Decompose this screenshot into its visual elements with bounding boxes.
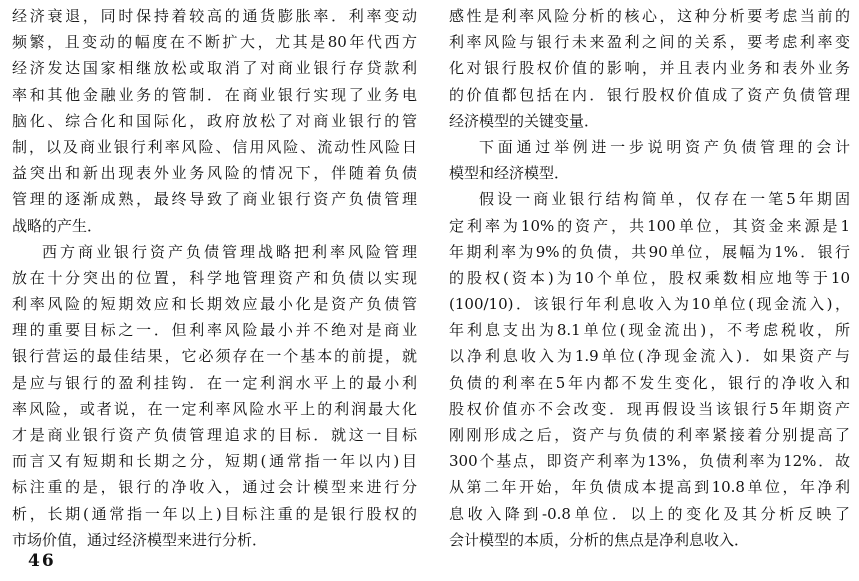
text-line: 制，以及商业银行利率风险、信用风险、流动性风险日 <box>12 137 417 156</box>
text-line: 市场价值，通过经济模型来进行分析． <box>12 530 268 549</box>
page-number: 46 <box>28 551 56 571</box>
text-line: 脑化、综合化和国际化，政府放松了对商业银行的管 <box>12 111 417 130</box>
text-line: 息收入降到-0.8单位．以上的变化及其分析反映了 <box>449 504 850 523</box>
text-line: 利率风险与银行未来盈利之间的关系，要考虑利率变 <box>449 33 850 52</box>
text-line: 会计模型的本质，分析的焦点是净利息收入． <box>449 530 750 549</box>
text-line: 300个基点，即资产利率为13%，负债利率为12%．故 <box>449 452 850 471</box>
text-line: 刚刚形成之后，资产与负债的利率紧接着分别提高了 <box>449 426 850 444</box>
text-line: 从第二年开始，年负债成本提高到10.8单位，年净利 <box>449 478 850 497</box>
text-line: 利率风险的短期效应和长期效应最小化是资产负债管 <box>12 295 417 314</box>
text-line: 化对银行股权价值的影响，并且表内业务和表外业务 <box>449 59 850 78</box>
text-line: 标注重的是，银行的净收入，通过会计模型来进行分 <box>12 478 417 497</box>
text-line: 负债的利率在5年内都不发生变化，银行的净收入和 <box>449 373 850 392</box>
text-line: 经济发达国家相继放松或取消了对商业银行存贷款利 <box>12 59 417 78</box>
text-line: 率和其他金融业务的管制．在商业银行实现了业务电 <box>12 85 417 104</box>
text-line: 经济衰退，同时保持着较高的通货膨胀率．利率变动 <box>12 7 417 25</box>
text-line: 是应与银行的盈利挂钩．在一定利润水平上的最小利 <box>12 373 417 392</box>
text-line: 年期利率为9%的负债，共90单位，展幅为1%．银行 <box>449 242 850 261</box>
text-line: 感性是利率风险分析的核心，这种分析要考虑当前的 <box>449 7 850 25</box>
text-line: 模型和经济模型． <box>449 164 570 183</box>
text-line: 析，长期(通常指一年以上)目标注重的是银行股权的 <box>12 504 417 523</box>
text-line: 理的重要目标之一．但利率风险最小并不绝对是商业 <box>12 321 417 340</box>
text-line: 定利率为10%的资产，共100单位，其资金来源是1 <box>449 216 850 235</box>
text-line: 频繁，且变动的幅度在不断扩大，尤其是80年代西方 <box>12 33 417 52</box>
text-line: 放在十分突出的位置，科学地管理资产和负债以实现 <box>12 268 417 287</box>
text-line: 的价值都包括在内．银行股权价值成了资产负债管理 <box>449 85 850 104</box>
left-text-column <box>12 3 417 553</box>
text-line: 战略的产生． <box>12 216 103 235</box>
text-line: 银行营运的最佳结果，它必须存在一个基本的前提，就 <box>12 347 417 366</box>
text-line: 股权价值亦不会改变．现再假设当该银行5年期资产 <box>449 399 850 418</box>
text-line: 而言又有短期和长期之分，短期(通常指一年以内)目 <box>12 452 417 471</box>
text-line: 以净利息收入为1.9单位(净现金流入)．如果资产与 <box>449 347 850 366</box>
text-line: 西方商业银行资产负债管理战略把利率风险管理 <box>42 242 417 261</box>
text-line: 率风险，或者说，在一定利率风险水平上的利润最大化 <box>12 399 417 418</box>
text-line: 经济模型的关键变量． <box>449 111 600 130</box>
text-line: 假设一商业银行结构简单，仅存在一笔5年期固 <box>479 190 850 209</box>
text-line: 才是商业银行资产负债管理追求的目标．就这一目标 <box>12 426 417 444</box>
text-line: 管理的逐渐成熟，最终导致了商业银行资产负债管理 <box>12 190 417 209</box>
text-line: 益突出和新出现表外业务风险的情况下，伴随着负债 <box>12 164 417 183</box>
right-text-column <box>449 3 850 553</box>
text-line: 的股权(资本)为10个单位，股权乘数相应地等于10 <box>449 268 850 287</box>
text-line: (100/10)．该银行年利息收入为10单位(现金流入)， <box>449 295 850 314</box>
text-line: 年利息支出为8.1单位(现金流出)，不考虑税收，所 <box>449 321 850 340</box>
text-line: 下面通过举例进一步说明资产负债管理的会计 <box>479 137 850 156</box>
